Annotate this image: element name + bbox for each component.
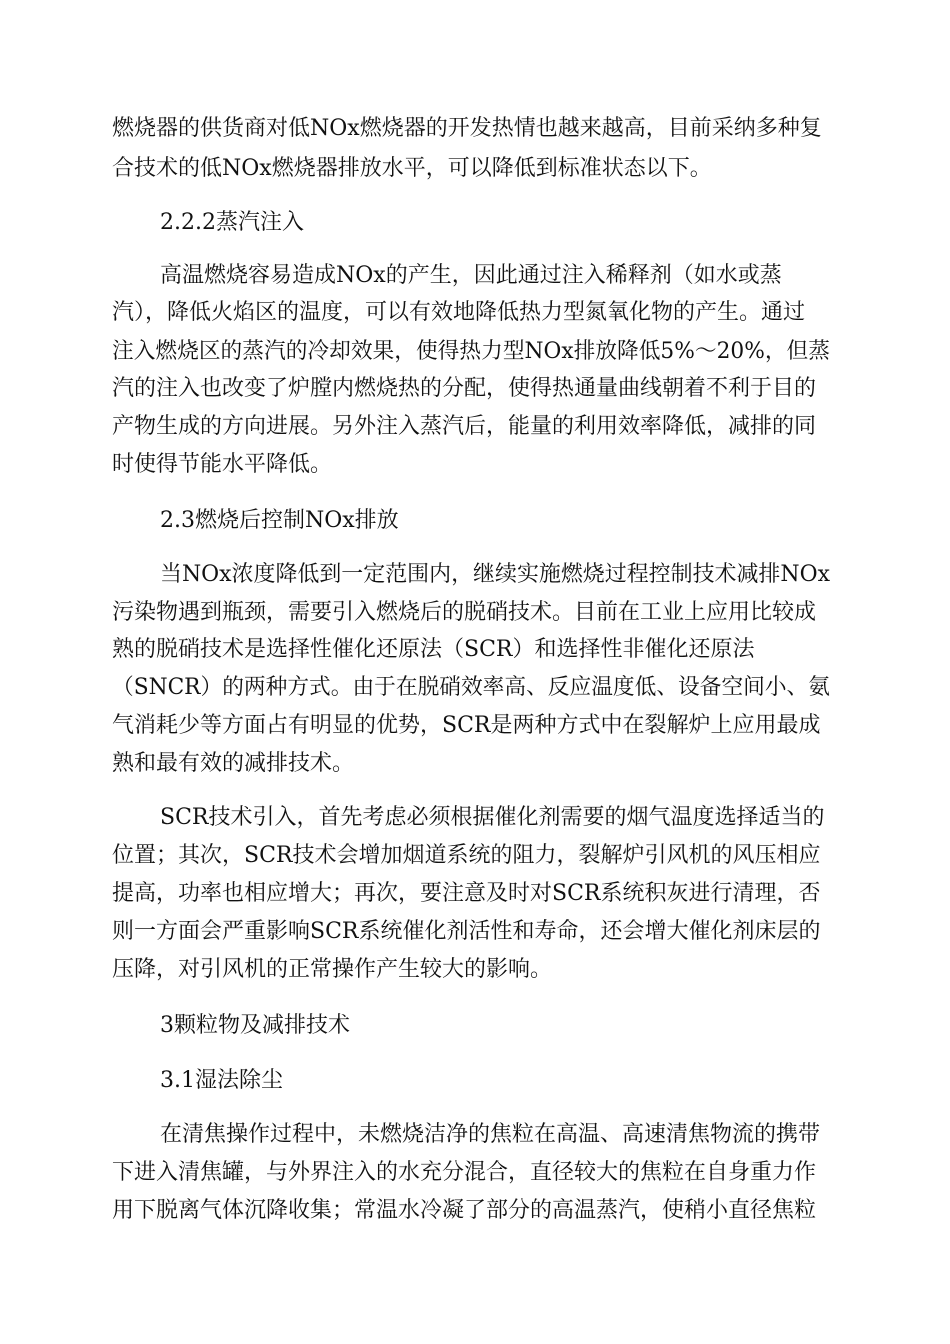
line-text: 污染物遇到瓶颈，需要引入燃烧后的脱硝技术。目前在工业上应用比较成: [112, 600, 817, 625]
line-text: 合技术的低NOx燃烧器排放水平，可以降低到标准状态以下。: [112, 156, 712, 181]
paragraph-line: [0, 595, 950, 631]
line-text: 当NOx浓度降低到一定范围内，继续实施燃烧过程控制技术减排NOx: [160, 562, 830, 587]
paragraph-line: [0, 1155, 950, 1191]
paragraph-line: [0, 447, 950, 483]
paragraph-line: [0, 708, 950, 744]
line-text: 熟的脱硝技术是选择性催化还原法（SCR）和选择性非催化还原法: [112, 637, 755, 662]
paragraph-line: [0, 1117, 950, 1153]
paragraph-line: [0, 670, 950, 706]
paragraph-line: [0, 876, 950, 912]
line-text: 时使得节能水平降低。: [112, 452, 333, 477]
section-heading: 3.1湿法除尘: [160, 1068, 283, 1093]
paragraph-line: [0, 151, 950, 187]
line-text: 下进入清焦罐，与外界注入的水充分混合，直径较大的焦粒在自身重力作: [112, 1160, 817, 1185]
paragraph-line: [0, 1193, 950, 1229]
line-text: 熟和最有效的减排技术。: [112, 751, 355, 776]
paragraph-line: [0, 371, 950, 407]
paragraph-line: [0, 334, 950, 370]
line-text: 在清焦操作过程中，未燃烧洁净的焦粒在高温、高速清焦物流的携带: [160, 1122, 821, 1147]
paragraph-line: [0, 800, 950, 836]
line-text: 气消耗少等方面占有明显的优势，SCR是两种方式中在裂解炉上应用最成: [112, 713, 821, 738]
paragraph-line: [0, 632, 950, 668]
line-text: 位置；其次，SCR技术会增加烟道系统的阻力，裂解炉引风机的风压相应: [112, 843, 821, 868]
line-text: 提高，功率也相应增大；再次，要注意及时对SCR系统积灰进行清理，否: [112, 881, 821, 906]
line-text: 燃烧器的供货商对低NOx燃烧器的开发热情也越来越高，目前采纳多种复: [112, 116, 822, 141]
line-text: 注入燃烧区的蒸汽的冷却效果，使得热力型NOx排放降低5%～20%，但蒸: [112, 339, 830, 364]
section-heading: 2.2.2蒸汽注入: [160, 210, 304, 235]
paragraph-line: [0, 557, 950, 593]
section-heading: 2.3燃烧后控制NOx排放: [160, 508, 399, 533]
line-text: SCR技术引入，首先考虑必须根据催化剂需要的烟气温度选择适当的: [160, 805, 825, 830]
paragraph-line: [0, 111, 950, 147]
line-text: （SNCR）的两种方式。由于在脱硝效率高、反应温度低、设备空间小、氨: [112, 675, 830, 700]
paragraph-line: [0, 258, 950, 294]
paragraph-line: [0, 952, 950, 988]
paragraph-line: [0, 914, 950, 950]
line-text: 用下脱离气体沉降收集；常温水冷凝了部分的高温蒸汽，使稍小直径焦粒: [112, 1198, 817, 1223]
paragraph-line: [0, 409, 950, 445]
line-text: 压降，对引风机的正常操作产生较大的影响。: [112, 957, 553, 982]
line-text: 产物生成的方向进展。另外注入蒸汽后，能量的利用效率降低，减排的同: [112, 414, 817, 439]
line-text: 汽），降低火焰区的温度，可以有效地降低热力型氮氧化物的产生。通过: [112, 300, 806, 325]
line-text: 高温燃烧容易造成NOx的产生，因此通过注入稀释剂（如水或蒸: [160, 263, 782, 288]
section-heading: 3颗粒物及减排技术: [160, 1013, 350, 1038]
paragraph-line: [0, 746, 950, 782]
paragraph-line: [0, 295, 950, 331]
line-text: 则一方面会严重影响SCR系统催化剂活性和寿命，还会增大催化剂床层的: [112, 919, 821, 944]
line-text: 汽的注入也改变了炉膛内燃烧热的分配，使得热通量曲线朝着不利于目的: [112, 376, 817, 401]
paragraph-line: [0, 838, 950, 874]
